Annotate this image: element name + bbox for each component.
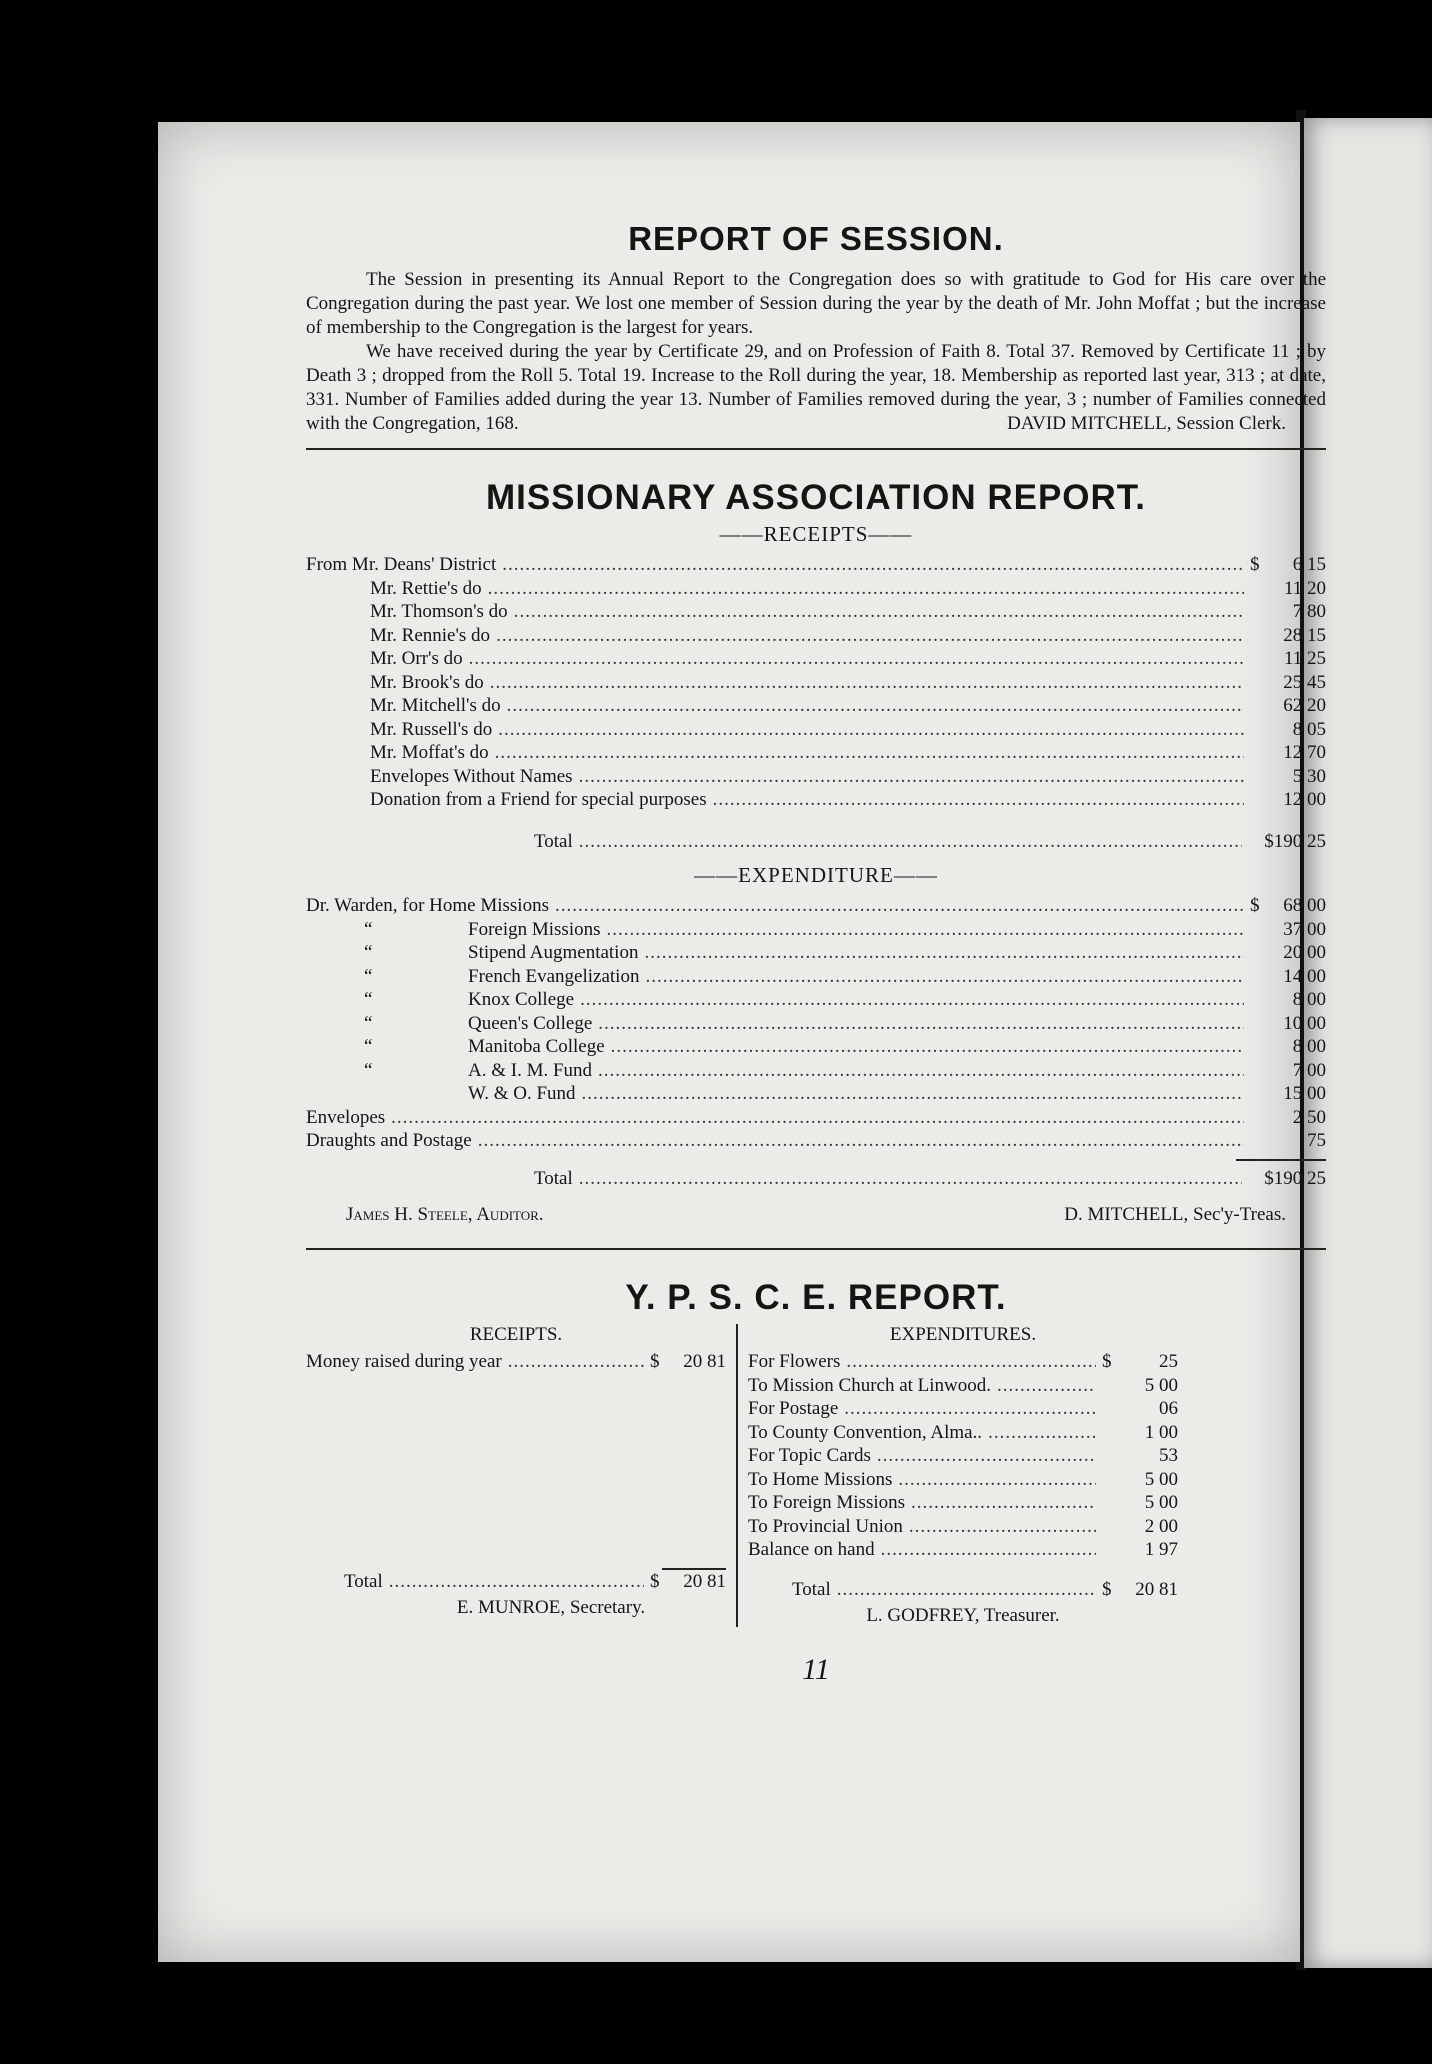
expenditure-row — [306, 941, 1326, 965]
row-amount: 25 45 — [1283, 671, 1326, 693]
total-amount: $190 25 — [1264, 1167, 1326, 1189]
row-amount: 12 00 — [1283, 789, 1326, 810]
ypsce-receipts-total-row: Total ..... $ 20 81 — [306, 1570, 726, 1594]
ditto-mark: “ — [364, 1036, 373, 1057]
ypsce-treasurer: L. GODFREY, Treasurer. — [866, 1605, 1060, 1626]
ditto-mark: “ — [364, 918, 373, 940]
expenditure-row — [306, 1035, 1326, 1059]
ypsce-expenditure-row — [748, 1515, 1178, 1539]
receipt-row — [306, 788, 1326, 812]
expenditure-row — [306, 1082, 1326, 1106]
row-label: Money raised during year — [306, 1351, 502, 1372]
receipt-row — [306, 694, 1326, 718]
ypsce-title: Y. P. S. C. E. REPORT. — [625, 1278, 1007, 1317]
row-amount: 8 00 — [1292, 1036, 1326, 1057]
ypsce-secretary: E. MUNROE, Secretary. — [456, 1597, 646, 1618]
row-label: To County Convention, Alma.. — [748, 1421, 983, 1443]
treasurer-signature: D. MITCHELL, Sec'y-Treas. — [1064, 1204, 1286, 1225]
currency-sign: $ — [1102, 1351, 1112, 1372]
total-rule — [1236, 1159, 1326, 1161]
receipts-heading: ——RECEIPTS—— — [719, 522, 913, 546]
receipt-row — [306, 647, 1326, 671]
expenditure-heading: ——EXPENDITURE—— — [694, 863, 938, 887]
missionary-other-expenditure — [306, 1106, 1326, 1153]
ypsce-receipts-heading: RECEIPTS. — [469, 1324, 563, 1345]
row-label: Mr. Russell's do — [370, 718, 493, 740]
row-amount: 53 — [1159, 1445, 1178, 1466]
session-signature: DAVID MITCHELL, Session Clerk. — [1007, 413, 1286, 434]
ypsce-columns — [306, 1324, 1326, 1627]
currency-sign: $ — [1250, 895, 1260, 916]
row-label: Envelopes — [306, 1106, 386, 1128]
row-amount: 37 00 — [1283, 918, 1326, 940]
receipt-row — [306, 624, 1326, 648]
receipt-row — [306, 553, 1326, 577]
row-amount: 12 70 — [1283, 742, 1326, 763]
missionary-receipts — [306, 553, 1326, 812]
row-amount: 15 00 — [1283, 1083, 1326, 1104]
ypsce-expenditures-column — [748, 1324, 1178, 1627]
row-label: Mr. Rettie's do — [370, 577, 482, 599]
row-label: Foreign Missions — [468, 918, 601, 940]
section-rule — [306, 448, 1326, 450]
row-amount: 1 97 — [1144, 1539, 1178, 1560]
receipts-total-row — [306, 830, 1326, 854]
row-amount: 68 00 — [1283, 895, 1326, 916]
row-amount: 7 80 — [1292, 601, 1326, 622]
row-amount: 2 50 — [1292, 1106, 1326, 1128]
row-label: Mr. Orr's do — [370, 648, 463, 669]
total-amount: $190 25 — [1264, 830, 1326, 852]
row-amount: 6 15 — [1292, 554, 1326, 575]
receipt-row — [306, 718, 1326, 742]
row-label: Balance on hand — [748, 1539, 875, 1560]
row-amount: 1 00 — [1144, 1421, 1178, 1443]
missionary-expenditure — [306, 894, 1326, 1106]
row-label: For Postage — [748, 1398, 839, 1419]
row-amount: 75 — [1307, 1130, 1326, 1151]
receipt-row — [306, 741, 1326, 765]
receipt-row — [306, 600, 1326, 624]
ditto-mark: “ — [364, 1059, 373, 1081]
ypsce-expenditure-row — [748, 1374, 1178, 1398]
row-amount: 7 00 — [1292, 1059, 1326, 1081]
row-label: Mr. Brook's do — [370, 671, 484, 693]
page-number: 11 — [802, 1653, 830, 1686]
receipt-row — [306, 765, 1326, 789]
session-title: REPORT OF SESSION. — [628, 220, 1004, 257]
session-paragraph-2: We have received during the year by Certificate 29, and on Profession of Faith 8. Total 37. Removed by Certificate 11 ; by Death 3 ; dropped from the Roll 5. Total 19. Increase to the Roll during the year, 18. Membership as reported last year, 313 ; at date, 331. Number of Families added during the year 13. Number of Families removed during the year, 3 ; number of Families connected with the Congregation, 168. — [306, 341, 1326, 434]
row-label: Queen's College — [468, 1012, 593, 1034]
ypsce-expenditures-total-row: Total ..... $ 20 81 — [748, 1578, 1178, 1602]
expenditure-row — [306, 1129, 1326, 1153]
document-page — [158, 122, 1326, 1962]
ypsce-expenditure-row — [748, 1468, 1178, 1492]
receipt-row — [306, 577, 1326, 601]
currency-sign: $ — [650, 1351, 660, 1372]
row-amount: 8 00 — [1292, 989, 1326, 1010]
ditto-mark: “ — [364, 942, 373, 963]
row-amount: 14 00 — [1283, 965, 1326, 987]
expenditure-total-row — [306, 1167, 1326, 1191]
row-amount: 20 81 — [683, 1351, 726, 1372]
total-label: Total — [534, 1167, 573, 1189]
ypsce-expenditure-row — [748, 1538, 1178, 1562]
expenditure-row — [306, 918, 1326, 942]
expenditure-row — [306, 894, 1326, 918]
row-label: To Foreign Missions — [748, 1492, 906, 1513]
missionary-title: MISSIONARY ASSOCIATION REPORT. — [485, 478, 1147, 517]
row-amount: 5 00 — [1144, 1374, 1178, 1396]
row-amount: 2 00 — [1144, 1515, 1178, 1537]
ypsce-expenditures-heading: EXPENDITURES. — [889, 1324, 1037, 1345]
row-amount: 11 20 — [1283, 577, 1326, 599]
row-amount: 20 00 — [1283, 942, 1326, 963]
ypsce-receipt-row — [306, 1350, 726, 1374]
row-amount: 28 15 — [1283, 624, 1326, 646]
ditto-mark: “ — [364, 989, 373, 1010]
column-divider — [736, 1324, 738, 1627]
ypsce-receipts-column — [306, 1324, 726, 1627]
expenditure-row — [306, 988, 1326, 1012]
signature-row — [346, 1204, 1286, 1226]
row-label: From Mr. Deans' District — [306, 554, 497, 575]
section-rule — [306, 1248, 1326, 1250]
expenditure-row — [306, 1059, 1326, 1083]
page-content — [306, 220, 1326, 1687]
row-amount: 5 00 — [1144, 1492, 1178, 1513]
session-paragraph-1: The Session in presenting its Annual Report to the Congregation does so with gratitude to God for His care over the Congregation during the past year. We lost one member of Session during the year by the death of Mr. John Moffat ; but the increase of membership to the Congregation is the largest for years. — [306, 269, 1326, 338]
ypsce-expenditure-row — [748, 1491, 1178, 1515]
row-label: For Topic Cards — [748, 1445, 871, 1466]
row-label: Manitoba College — [468, 1036, 605, 1057]
row-amount: 62 20 — [1283, 695, 1326, 716]
row-label: Donation from a Friend for special purposes — [370, 789, 707, 810]
row-label: For Flowers — [748, 1351, 841, 1372]
receipt-row — [306, 671, 1326, 695]
row-label: Draughts and Postage — [306, 1130, 472, 1151]
row-amount: 25 — [1159, 1351, 1178, 1372]
expenditure-row — [306, 965, 1326, 989]
row-label: French Evangelization — [468, 965, 640, 987]
row-amount: 5 00 — [1144, 1468, 1178, 1490]
ypsce-expenditure-row — [748, 1397, 1178, 1421]
row-label: Mr. Moffat's do — [370, 742, 489, 763]
expenditure-row — [306, 1106, 1326, 1130]
row-label: W. & O. Fund — [468, 1083, 576, 1104]
row-amount: 5 30 — [1292, 765, 1326, 787]
row-label: Envelopes Without Names — [370, 765, 573, 787]
row-amount: 10 00 — [1283, 1012, 1326, 1034]
ypsce-expenditure-row — [748, 1444, 1178, 1468]
row-label: To Provincial Union — [748, 1515, 903, 1537]
currency-sign: $ — [1250, 554, 1260, 575]
row-label: Mr. Rennie's do — [370, 624, 491, 646]
expenditure-row — [306, 1012, 1326, 1036]
ypsce-expenditure-row — [748, 1350, 1178, 1374]
row-amount: 8 05 — [1292, 718, 1326, 740]
auditor-signature: James H. Steele, Auditor. — [346, 1204, 544, 1225]
row-label: Stipend Augmentation — [468, 942, 639, 963]
row-amount: 11 25 — [1283, 648, 1326, 669]
row-label: Dr. Warden, for Home Missions — [306, 895, 549, 916]
ypsce-expenditures — [748, 1350, 1178, 1562]
ditto-mark: “ — [364, 1012, 373, 1034]
ypsce-receipts — [306, 1350, 726, 1374]
row-label: A. & I. M. Fund — [468, 1059, 593, 1081]
ypsce-expenditure-row — [748, 1421, 1178, 1445]
row-label: To Mission Church at Linwood. — [748, 1374, 992, 1396]
row-label: Knox College — [468, 989, 575, 1010]
total-label: Total — [534, 830, 573, 852]
ditto-mark: “ — [364, 965, 373, 987]
row-label: Mr. Mitchell's do — [370, 695, 501, 716]
row-label: To Home Missions — [748, 1468, 893, 1490]
row-amount: 06 — [1159, 1398, 1178, 1419]
row-label: Mr. Thomson's do — [370, 601, 508, 622]
